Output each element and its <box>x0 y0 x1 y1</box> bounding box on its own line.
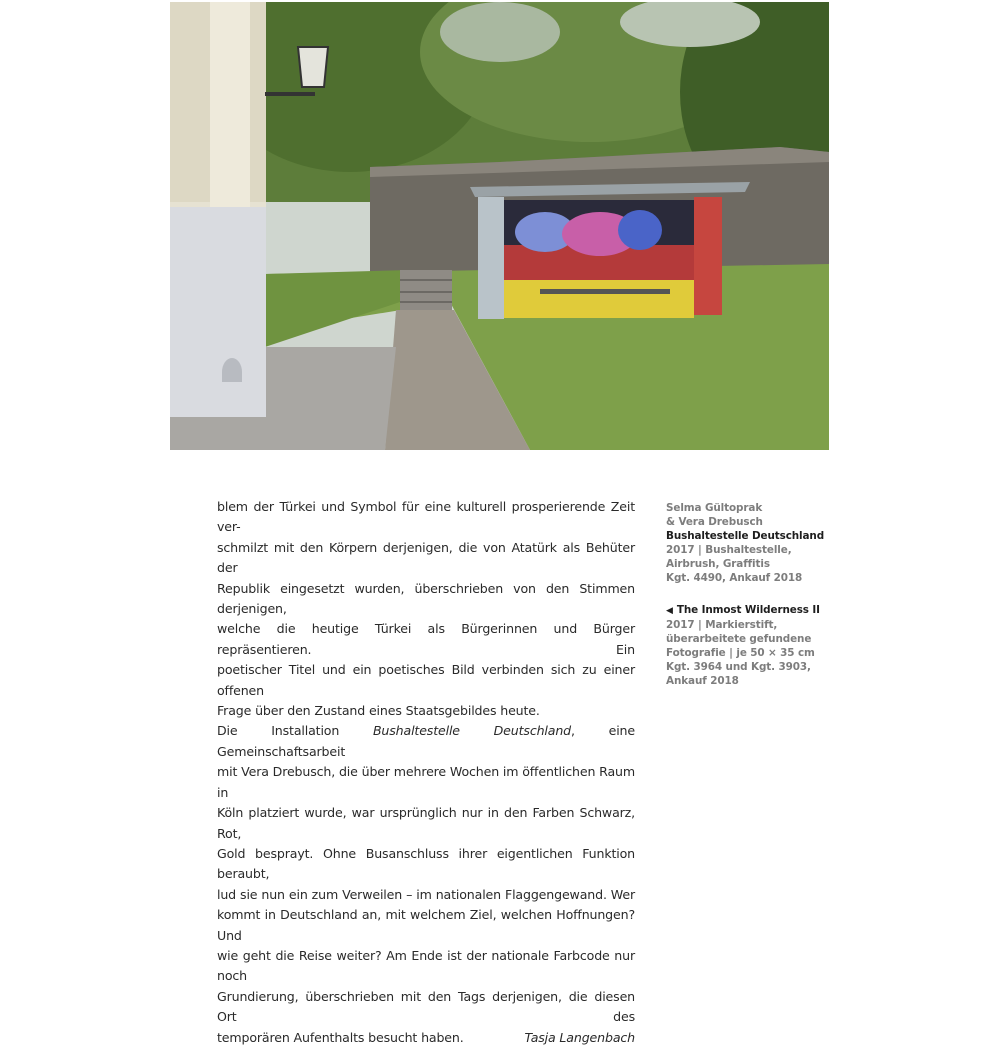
artwork-title: Bushaltestelle Deutschland <box>372 723 572 739</box>
bus-stop-photo <box>170 2 829 450</box>
caption-detail: Kgt. 3964 und Kgt. 3903, <box>666 661 811 673</box>
body-line <box>217 721 635 762</box>
body-line: mit Vera Drebusch, die über mehrere Wochen im öffentlichen Raum in <box>217 764 635 800</box>
caption-artist: Selma Gültoprak <box>666 502 763 514</box>
caption-inmost-wilderness <box>666 603 836 688</box>
body-line: welche die heutige Türkei als Bürgerinnen und Bürger repräsentieren. Ein <box>217 621 635 657</box>
caption-artist: & Vera Drebusch <box>666 516 763 528</box>
closing-line <box>217 1028 635 1048</box>
caption-detail: Ankauf 2018 <box>666 675 739 687</box>
body-line: poetischer Titel und ein poetisches Bild verbinden sich zu einer offenen <box>217 662 635 698</box>
caption-title: Bushaltestelle Deutschland <box>666 530 825 542</box>
body-text-segment: Die Installation <box>217 723 373 739</box>
caption-detail: Fotografie | je 50 × 35 cm <box>666 647 815 659</box>
body-line: Frage über den Zustand eines Staatsgebildes heute. <box>217 703 540 719</box>
body-text-segment: , eine Gemeinschaftsarbeit <box>217 723 635 759</box>
body-line: Grundierung, überschrieben mit den Tags derjenigen, die diesen Ort des <box>217 988 635 1025</box>
body-line: Gold besprayt. Ohne Busanschluss ihrer eigentlichen Funktion beraubt, <box>217 845 635 882</box>
caption-detail: 2017 | Bushaltestelle, <box>666 544 792 556</box>
caption-bushaltestelle <box>666 501 836 585</box>
body-line: kommt in Deutschland an, mit welchem Ziel, welchen Hoffnungen? Und <box>217 907 635 943</box>
body-line: schmilzt mit den Körpern derjenigen, die von Atatürk als Behüter der <box>217 539 635 576</box>
caption-detail: Airbrush, Graffitis <box>666 558 770 570</box>
author-signature: Tasja Langenbach <box>524 1029 635 1045</box>
caption-detail: 2017 | Markierstift, <box>666 619 778 631</box>
body-line: Köln platziert wurde, war ursprünglich nur in den Farben Schwarz, Rot, <box>217 805 635 841</box>
body-text-segment: temporären Aufenthalts besucht haben. <box>217 1029 464 1045</box>
left-arrow-icon: ◀ <box>666 606 673 616</box>
body-line: lud sie nun ein zum Verweilen – im nationalen Flaggengewand. Wer <box>217 886 635 902</box>
body-line: blem der Türkei und Symbol für eine kulturell prosperierende Zeit ver- <box>217 499 635 535</box>
caption-title: The Inmost Wilderness II <box>676 604 820 616</box>
body-line: wie geht die Reise weiter? Am Ende ist der nationale Farbcode nur noch <box>217 947 635 984</box>
article-body <box>217 497 635 1048</box>
caption-detail: überarbeitete gefundene <box>666 633 812 645</box>
body-line: Republik eingesetzt wurden, überschrieben von den Stimmen derjenigen, <box>217 580 635 617</box>
caption-detail: Kgt. 4490, Ankauf 2018 <box>666 572 803 584</box>
